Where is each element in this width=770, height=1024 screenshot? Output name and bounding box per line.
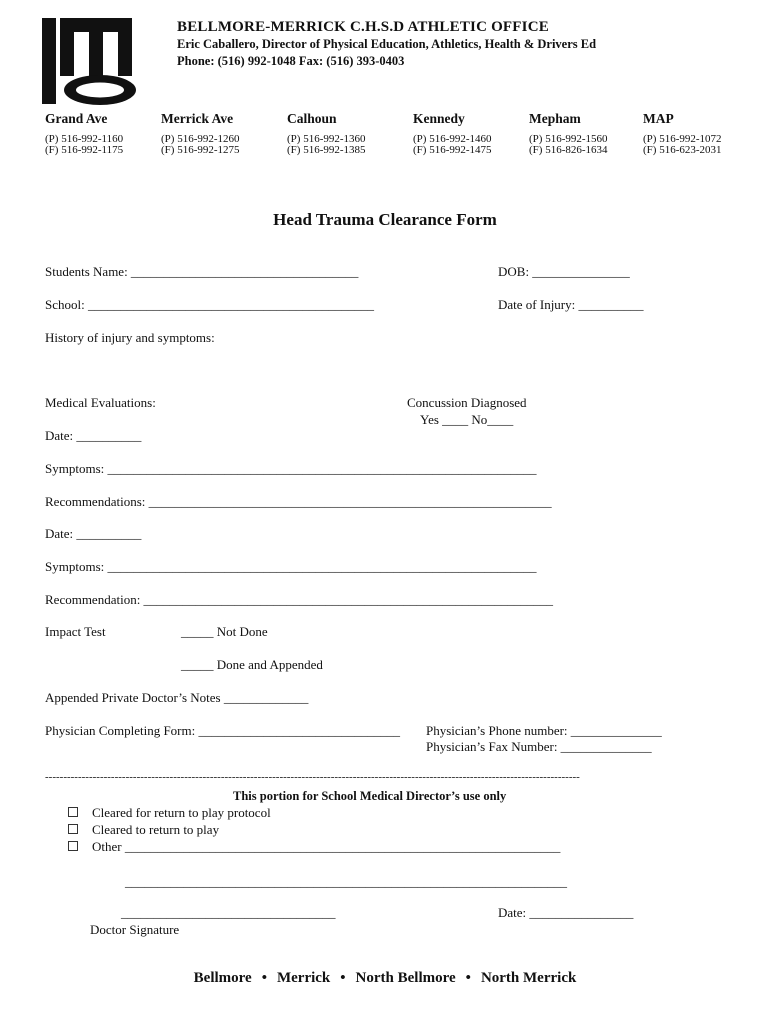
school-map	[643, 111, 722, 156]
school-fax: (F) 516-826-1634	[529, 144, 608, 156]
second-symptoms-field[interactable]: Symptoms: __________________________________________________________________	[45, 559, 537, 574]
footer-town: Bellmore	[193, 970, 252, 986]
school-phone: (P) 516-992-1260	[161, 133, 240, 145]
school-merrick-ave	[161, 111, 240, 156]
symptoms-field[interactable]: Symptoms: __________________________________________________________________	[45, 461, 537, 476]
dob-field[interactable]: DOB: _______________	[498, 264, 630, 279]
school-name: Merrick Ave	[161, 111, 234, 126]
impact-done-option[interactable]: _____ Done and Appended	[181, 657, 323, 672]
school-fax: (F) 516-992-1475	[413, 144, 492, 156]
student-name-field[interactable]: Students Name: ___________________________________	[45, 264, 359, 279]
school-fax: (F) 516-623-2031	[643, 144, 722, 156]
bullet-separator: •	[340, 970, 346, 986]
doctor-signature-line[interactable]: _________________________________	[121, 905, 336, 920]
school-phone: (P) 516-992-1360	[287, 133, 366, 145]
footer-towns	[0, 970, 770, 987]
school-fax: (F) 516-992-1275	[161, 144, 240, 156]
checkbox-label: Other ___________________________________________________________________	[92, 839, 561, 854]
medical-evaluations-label: Medical Evaluations:	[45, 395, 156, 410]
school-phone: (P) 516-992-1160	[45, 133, 124, 145]
checkbox-icon[interactable]	[68, 824, 78, 834]
school-phone: (P) 516-992-1560	[529, 133, 608, 145]
form-title: Head Trauma Clearance Form	[273, 210, 497, 229]
impact-not-done-option[interactable]: _____ Not Done	[181, 624, 268, 639]
school-mepham	[529, 111, 608, 156]
bullet-separator: •	[261, 970, 267, 986]
header-phone: Phone: (516) 992-1048 Fax: (516) 393-0403	[177, 54, 405, 68]
school-name: Calhoun	[287, 111, 337, 126]
evaluation-date-field[interactable]: Date: __________	[45, 428, 142, 443]
impact-test-label: Impact Test	[45, 624, 106, 639]
checkbox-label: Cleared to return to play	[92, 822, 220, 837]
header-title: BELLMORE-MERRICK C.H.S.D ATHLETIC OFFICE	[177, 19, 549, 35]
school-name: Mepham	[529, 111, 581, 126]
physician-fax-field[interactable]: Physician’s Fax Number: ______________	[426, 739, 652, 754]
cut-separator: --------------------------------------------------------------------------------------------------------------------------------------------------	[45, 771, 580, 783]
school-kennedy	[413, 111, 492, 156]
recommendations-field[interactable]: Recommendations: ______________________________________________________________	[45, 494, 552, 509]
checkbox-icon[interactable]	[68, 841, 78, 851]
date-of-injury-field[interactable]: Date of Injury: __________	[498, 297, 644, 312]
private-doctor-notes-field[interactable]: Appended Private Doctor’s Notes _____________	[45, 690, 309, 705]
checkbox-icon[interactable]	[68, 807, 78, 817]
school-fax: (F) 516-992-1385	[287, 144, 366, 156]
school-name: MAP	[643, 111, 674, 126]
school-grand-ave	[45, 111, 123, 156]
checkbox-label: Cleared for return to play protocol	[92, 805, 271, 820]
physician-completing-field[interactable]: Physician Completing Form: _______________________________	[45, 723, 400, 738]
checkbox-other[interactable]	[68, 839, 560, 855]
school-calhoun	[287, 111, 366, 156]
footer-town: North Bellmore	[355, 970, 456, 986]
recommendation-field[interactable]: Recommendation: _______________________________________________________________	[45, 592, 554, 607]
concussion-diagnosed-label: Concussion Diagnosed	[407, 395, 527, 410]
footer-town: Merrick	[276, 970, 331, 986]
header-subtitle: Eric Caballero, Director of Physical Education, Athletics, Health & Drivers Ed	[177, 37, 597, 51]
other-continuation-line[interactable]: ____________________________________________________________________	[125, 874, 567, 889]
physician-phone-field[interactable]: Physician’s Phone number: ______________	[426, 723, 662, 738]
checkbox-cleared-protocol[interactable]	[68, 805, 271, 821]
doctor-signature-label: Doctor Signature	[90, 922, 180, 937]
second-date-field[interactable]: Date: __________	[45, 526, 142, 541]
school-field[interactable]: School: ____________________________________________	[45, 297, 374, 312]
school-phone: (P) 516-992-1460	[413, 133, 492, 145]
school-name: Grand Ave	[45, 111, 108, 126]
medical-director-section-title: This portion for School Medical Director’s use only	[233, 789, 507, 803]
signature-date-field[interactable]: Date: ________________	[498, 905, 634, 920]
school-phone: (P) 516-992-1072	[643, 133, 722, 145]
history-label: History of injury and symptoms:	[45, 330, 215, 345]
footer-town: North Merrick	[480, 970, 577, 986]
school-fax: (F) 516-992-1175	[45, 144, 124, 156]
bullet-separator: •	[465, 970, 471, 986]
school-name: Kennedy	[413, 111, 465, 126]
checkbox-cleared-to-play[interactable]	[68, 822, 219, 838]
district-logo	[40, 16, 140, 108]
concussion-yes-no-field[interactable]: Yes ____ No____	[420, 412, 514, 427]
